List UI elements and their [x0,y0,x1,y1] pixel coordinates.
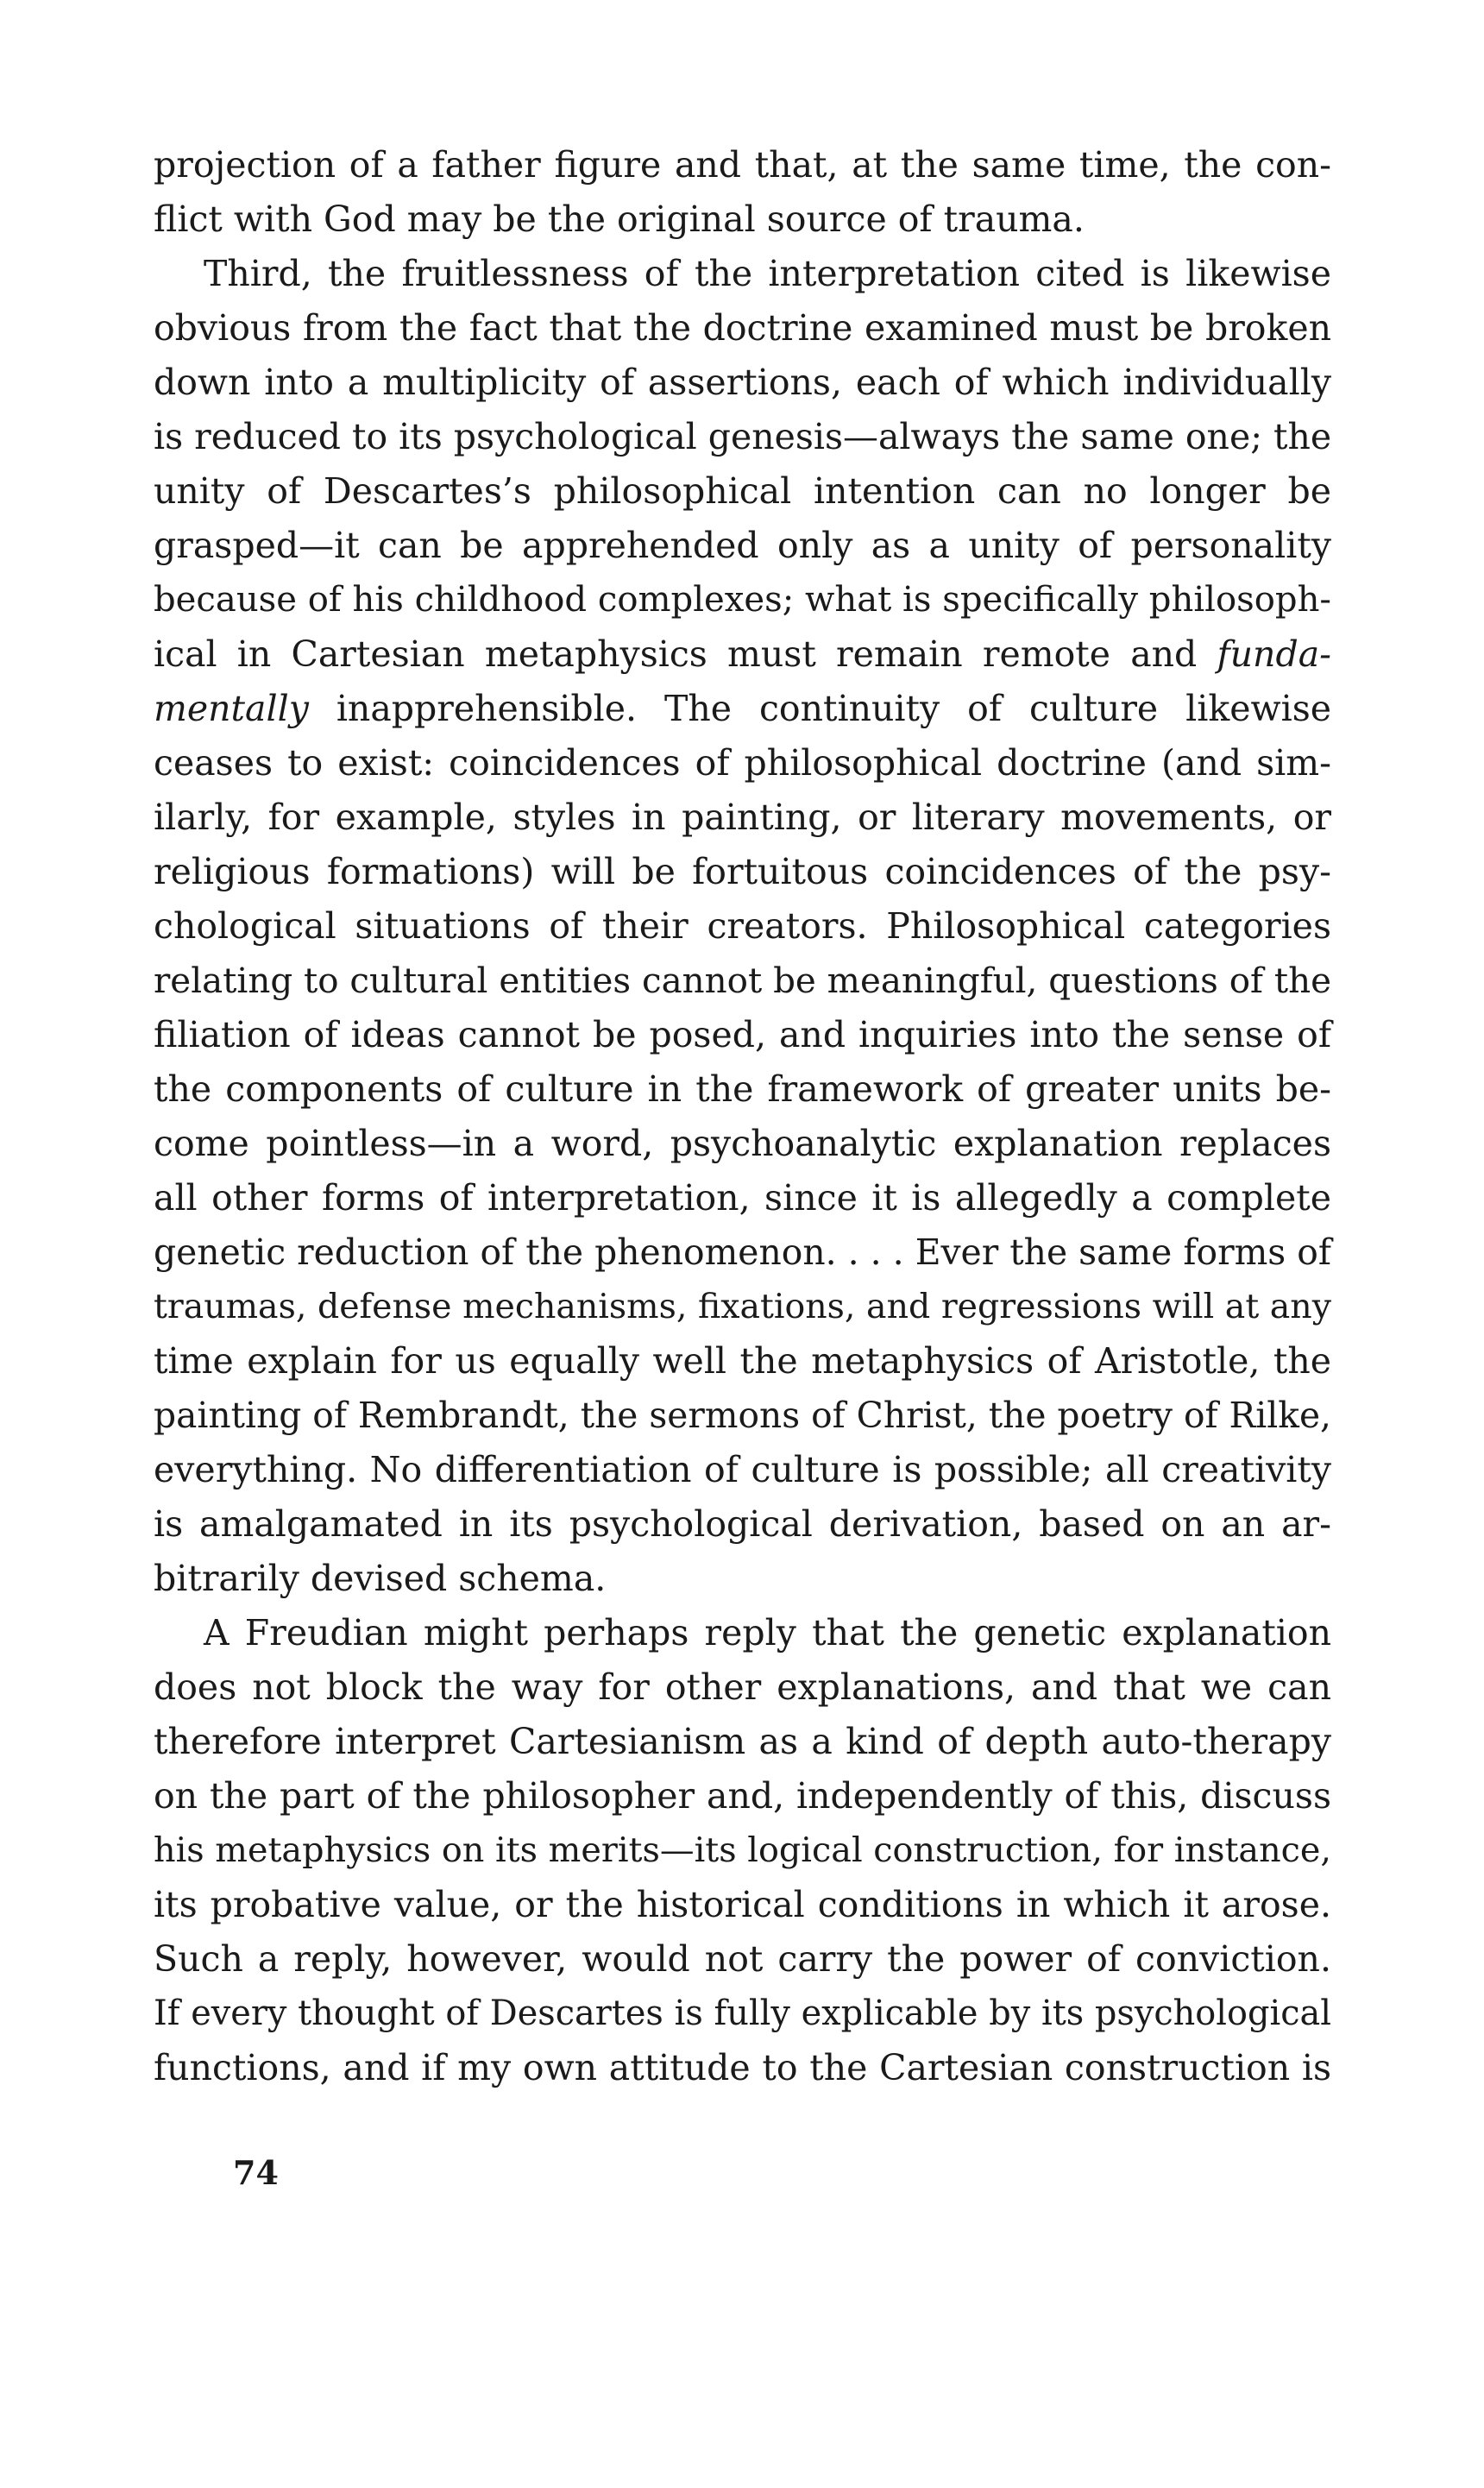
text-line [154,682,1331,736]
text-line: If every thought of Descartes is fully explicable by its psychological [154,1994,1331,2033]
text-line: painting of Rembrandt, the sermons of Christ, the poetry of Rilke, [154,1395,1331,1436]
text-line: ilarly, for example, styles in painting, or literary movements, or [154,797,1331,838]
text-line: all other forms of interpretation, since it is allegedly a complete [154,1177,1331,1219]
text-line: come pointless—in a word, psychoanalytic explanation replaces [154,1123,1331,1164]
text-line: genetic reduction of the phenomenon. . . . Ever the same forms of [154,1231,1331,1273]
text-line: because of his childhood complexes; what is specifically philosoph- [154,580,1331,620]
page-number: 74 [233,2153,279,2192]
text-line: flict with God may be the original source of trauma. [154,198,1085,240]
text-line: traumas, defense mechanisms, fixations, and regressions will at any [154,1287,1331,1326]
text-line: is reduced to its psychological genesis—always the same one; the [154,416,1332,457]
text-line: his metaphysics on its merits—its logical construction, for instance, [154,1830,1332,1870]
text-fragment: inapprehensible. The continuity of culture likewise [308,688,1331,729]
text-line [154,627,1331,682]
text-line: obvious from the fact that the doctrine examined must be broken [154,307,1331,349]
text-line: relating to cultural entities cannot be meaningful, questions of the [154,961,1331,1001]
text-line: on the part of the philosopher and, independently of this, discuss [154,1775,1331,1817]
text-line: does not block the way for other explanations, and that we can [154,1666,1331,1708]
italic-fragment: mentally [154,688,309,729]
text-line: A Freudian might perhaps reply that the genetic explanation [204,1612,1331,1653]
text-line: bitrarily devised schema. [154,1558,607,1599]
text-line: everything. No differentiation of culture is possible; all creativity [154,1449,1331,1490]
text-line: therefore interpret Cartesianism as a kind of depth auto-therapy [154,1721,1331,1762]
text-line: projection of a father figure and that, at the same time, the con- [154,144,1331,186]
text-line: time explain for us equally well the metaphysics of Aristotle, the [154,1340,1331,1382]
text-line: filiation of ideas cannot be posed, and inquiries into the sense of [154,1014,1331,1055]
text-line: religious formations) will be fortuitous coincidences of the psy- [154,851,1331,892]
text-line: is amalgamated in its psychological derivation, based on an ar- [154,1503,1331,1545]
text-line: unity of Descartes’s philosophical intention can no longer be [154,470,1331,512]
text-line: down into a multiplicity of assertions, each of which individually [154,362,1331,403]
text-line: its probative value, or the historical conditions in which it arose. [154,1884,1331,1925]
text-line: ceases to exist: coincidences of philosophical doctrine (and sim- [154,742,1331,784]
text-line: the components of culture in the framework of greater units be- [154,1068,1331,1110]
text-line: grasped—it can be apprehended only as a unity of personality [154,525,1331,566]
text-fragment: ical in Cartesian metaphysics must remain remote and [154,633,1217,675]
italic-fragment: funda- [1217,633,1331,675]
text-line: functions, and if my own attitude to the Cartesian construction is [154,2047,1331,2088]
text-line: Such a reply, however, would not carry the power of conviction. [154,1938,1331,1980]
body-text [154,138,1331,2095]
text-line: chological situations of their creators. Philosophical categories [154,905,1331,947]
text-line: Third, the fruitlessness of the interpretation cited is likewise [204,253,1331,294]
